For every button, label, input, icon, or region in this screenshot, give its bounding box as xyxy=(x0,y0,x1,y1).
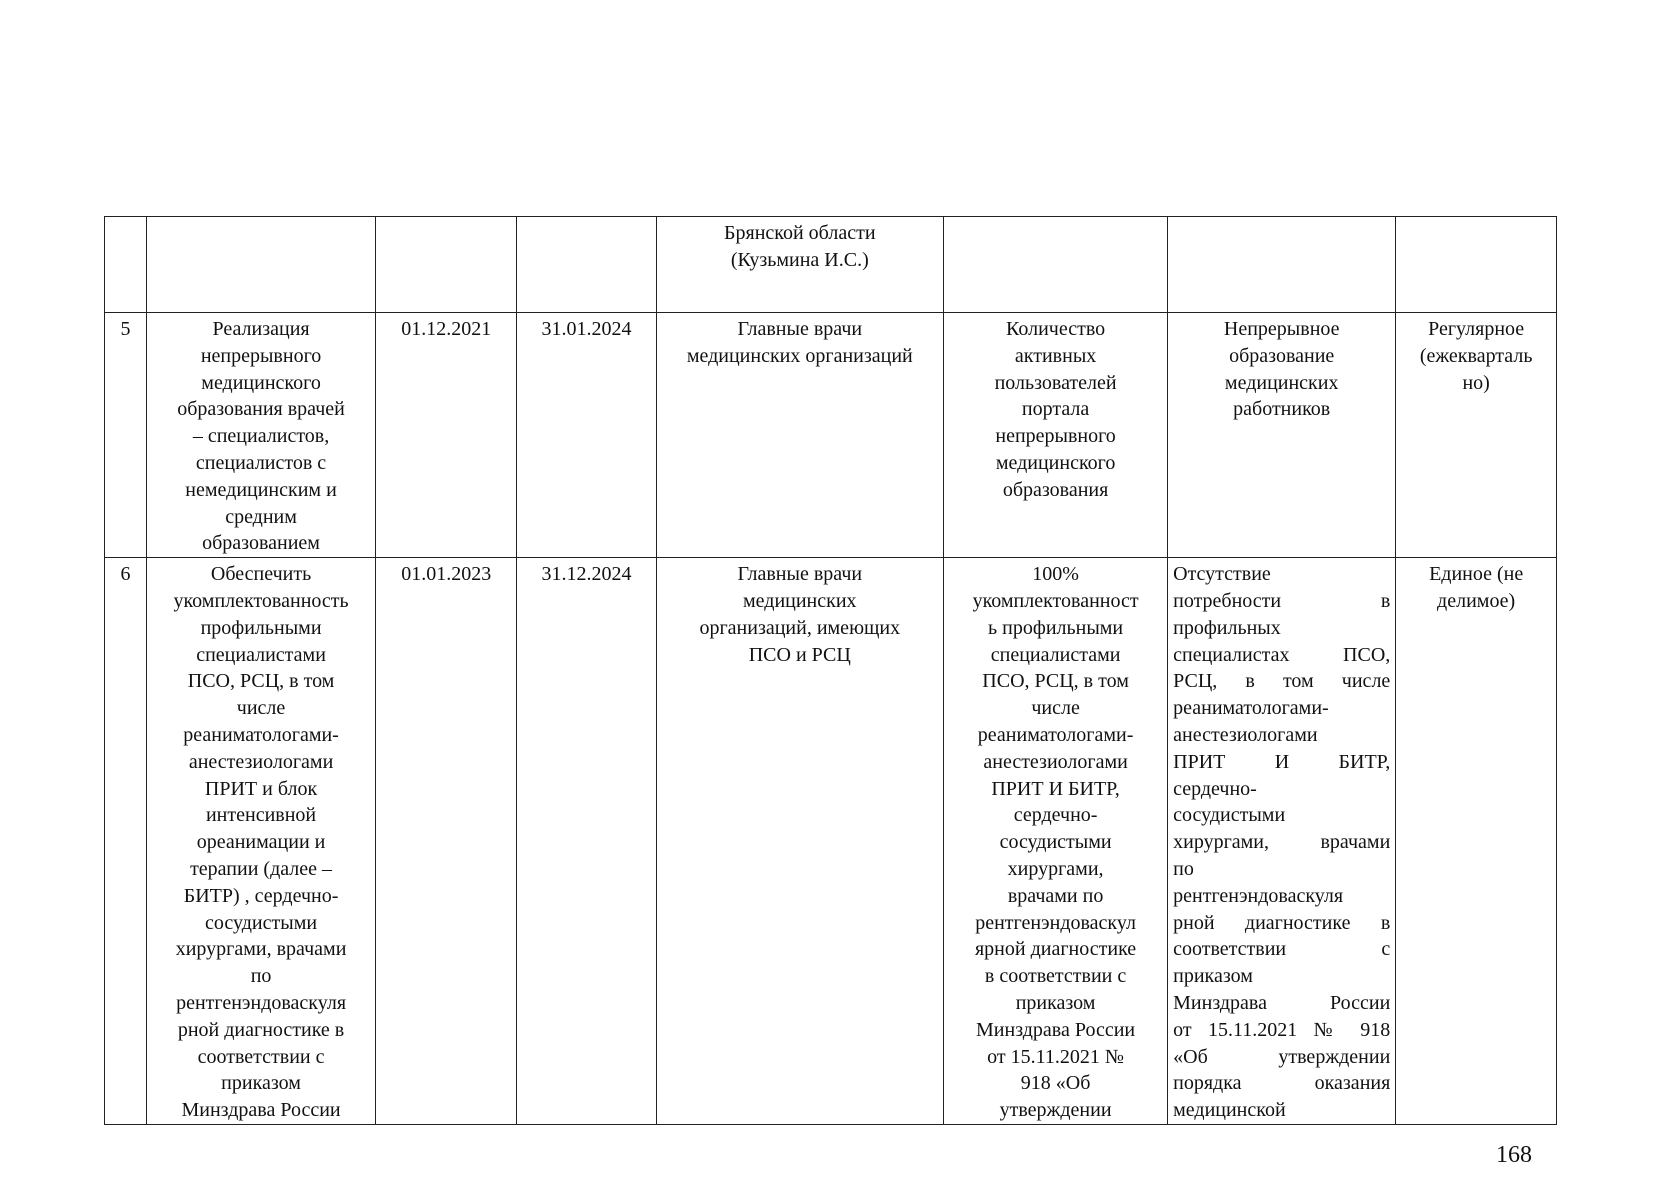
cell-result: Отсутствие потребности в профильных специалистах ПСО, РСЦ, в том числе реаниматологами- анестезиологами ПРИТ И БИТР, сердечно- сосудистыми хирургами, врачами по рентгенэндоваскуля рной диагностике в соответствии с приказом Минздрава России от 15.11.2021 № 918 «Об утверждении порядка оказания медицинской xyxy=(1168,558,1396,1125)
table-row-6 xyxy=(105,558,1557,1125)
cell-measure xyxy=(146,217,375,313)
cell-indicator xyxy=(944,217,1168,313)
cell-num: 5 xyxy=(105,313,147,558)
cell-indicator: 100% укомплектованност ь профильными специалистами ПСО, РСЦ, в том числе реаниматологами- анестезиологами ПРИТ И БИТР, сердечно- сосудистыми хирургами, врачами по рентгенэндоваскул ярной диагностике в соответствии с приказом Минздрава России от 15.11.2021 № 918 «Об утверждении xyxy=(944,558,1168,1125)
cell-responsible: Главные врачи медицинских организаций xyxy=(656,313,944,558)
cell-end-date: 31.12.2024 xyxy=(517,558,656,1125)
cell-result: Непрерывное образование медицинских работников xyxy=(1168,313,1396,558)
cell-responsible: Брянской области (Кузьмина И.С.) xyxy=(656,217,944,313)
cell-end-date: 31.01.2024 xyxy=(517,313,656,558)
cell-num xyxy=(105,217,147,313)
plan-table xyxy=(104,216,1557,1125)
document-sheet xyxy=(104,216,1557,1125)
cell-start-date: 01.12.2021 xyxy=(376,313,517,558)
cell-responsible: Главные врачи медицинских организаций, имеющих ПСО и РСЦ xyxy=(656,558,944,1125)
cell-measure: Реализация непрерывного медицинского образования врачей – специалистов, специалистов с немедицинским и средним образованием xyxy=(146,313,375,558)
cell-periodicity: Единое (не делимое) xyxy=(1396,558,1557,1125)
cell-start-date xyxy=(376,217,517,313)
cell-result xyxy=(1168,217,1396,313)
table-row-continuation xyxy=(105,217,1557,313)
cell-end-date xyxy=(517,217,656,313)
table-row-5 xyxy=(105,313,1557,558)
cell-periodicity xyxy=(1396,217,1557,313)
page-number: 168 xyxy=(1496,1142,1532,1168)
cell-indicator: Количество активных пользователей портала непрерывного медицинского образования xyxy=(944,313,1168,558)
cell-start-date: 01.01.2023 xyxy=(376,558,517,1125)
cell-num: 6 xyxy=(105,558,147,1125)
cell-periodicity: Регулярное (ежекварталь но) xyxy=(1396,313,1557,558)
cell-measure: Обеспечить укомплектованность профильными специалистами ПСО, РСЦ, в том числе реаниматологами- анестезиологами ПРИТ и блок интенсивной ореанимации и терапии (далее – БИТР) , сердечно- сосудистыми хирургами, врачами по рентгенэндоваскуля рной диагностике в соответствии с приказом Минздрава России xyxy=(146,558,375,1125)
